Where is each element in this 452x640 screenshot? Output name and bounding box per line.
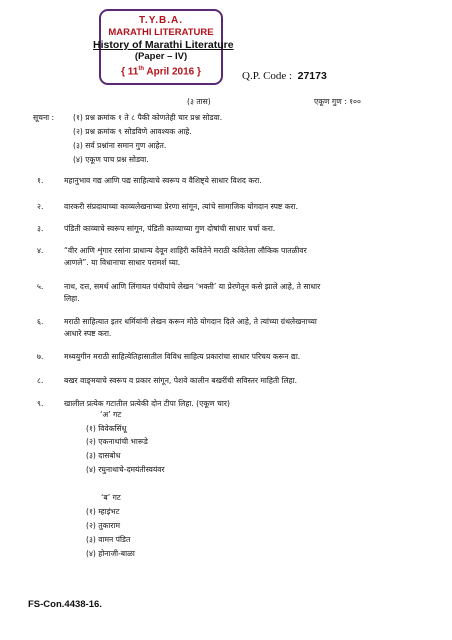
question-number: २. [37,202,44,211]
question-text: नाथ, दत्त, समर्थ आणि लिंगायत पंथीयांचे लेखन ‘भक्ती’ या प्रेरणेतून कसे झाले आहे, ते साधार [64,282,321,291]
group-item: (२) तुकाराम [86,521,121,530]
question-text: आणले”. या विधानाचा साधार परामर्श घ्या. [64,258,181,267]
question-number: ४. [37,246,44,255]
instructions-label: सूचना : [33,113,55,122]
question-number: ३. [37,224,44,233]
paper-title: History of Marathi Literature [93,39,234,51]
instruction-item: (३) सर्व प्रश्नांना समान गुण आहेत. [73,141,167,150]
course-level: T.Y.B.A. [138,15,184,26]
question-text: महानुभाव गद्य आणि पद्य साहित्याचे स्वरूप व वैशिष्ट्ये साधार विशद करा. [64,176,262,185]
paper-code-footer: FS-Con.4438-16. [28,599,102,610]
group-item: (२) एकनाथांची भारूडे [86,437,148,446]
exam-date: { 11th April 2016 } [121,66,201,78]
question-number: ९. [37,399,44,408]
question-text: मराठी साहित्यात इतर धर्मियांनी लेखन करून मोठे योगदान दिले आहे, ते त्यांच्या ग्रंथलेखनाच्या [64,317,317,326]
question-number: ८. [37,376,44,385]
qp-code: Q.P. Code : 27173 [242,70,327,82]
instruction-item: (१) प्रश्न क्रमांक १ ते ८ पैकी कोणतेही चार प्रश्न सोडवा. [73,113,223,122]
paper-number: (Paper – IV) [134,51,188,62]
group-item: (४) रघुनाथाचे-दमयंतीस्वयंवर [86,465,165,474]
question-text: बखर वाङ्‌मयाचे स्वरूप व प्रकार सांगून, पेशवे कालीन बखरींची सविस्तर माहिती लिहा. [64,376,298,385]
instruction-item: (४) एकूण पाच प्रश्न सोडवा. [73,155,149,164]
question-text: पंडिती काव्याचे स्वरूप सांगून, पंडिती काव्याच्या गुण दोषांची साधार चर्चा करा. [64,224,276,233]
question-number: ६. [37,317,44,326]
question-number: ७. [37,352,44,361]
question-number: १. [37,176,44,185]
question-text: मध्ययुगीन मराठी साहित्येतिहासातील विविध साहित्य प्रकारांचा साधार परिचय करून द्या. [64,352,301,361]
group-item: (१) म्हाइंभट [86,507,120,516]
instruction-item: (२) प्रश्न क्रमांक ९ सोडविणे आवश्यक आहे. [73,127,192,136]
group-item: (३) वामन पंडित [86,535,131,544]
group-item: (४) होनाजी-बाळा [86,549,135,558]
question-text: आधारे स्पष्ट करा. [64,329,112,338]
subject-name: MARATHI LITERATURE [108,27,214,38]
question-text: “वीर आणि शृंगार रसांना प्राधान्य देवून शाहिरी कवितेने मराठी कवितेला लौकिक पातळीवर [64,246,307,255]
question-text: खालील प्रत्येक गटातील प्रत्येकी दोन टीपा लिहा. (एकूण चार) [64,399,230,408]
group-title: ‘ब’ गट [101,493,121,502]
question-number: ५. [37,282,44,291]
header-box [93,9,234,85]
group-title: ‘अ’ गट [100,410,122,419]
total-marks: एकूण गुण : १०० [314,97,361,106]
question-text: लिहा. [64,294,80,303]
group-item: (१) विवेकसिंधू [86,424,127,433]
group-item: (३) दासबोध [86,451,121,460]
question-text: वारकरी संप्रदायाच्या काव्यलेखनाच्या प्रेरणा सांगून, त्यांचे सामाजिक योगदान स्पष्ट करा. [64,202,299,211]
exam-duration: (३ तास) [187,97,211,106]
